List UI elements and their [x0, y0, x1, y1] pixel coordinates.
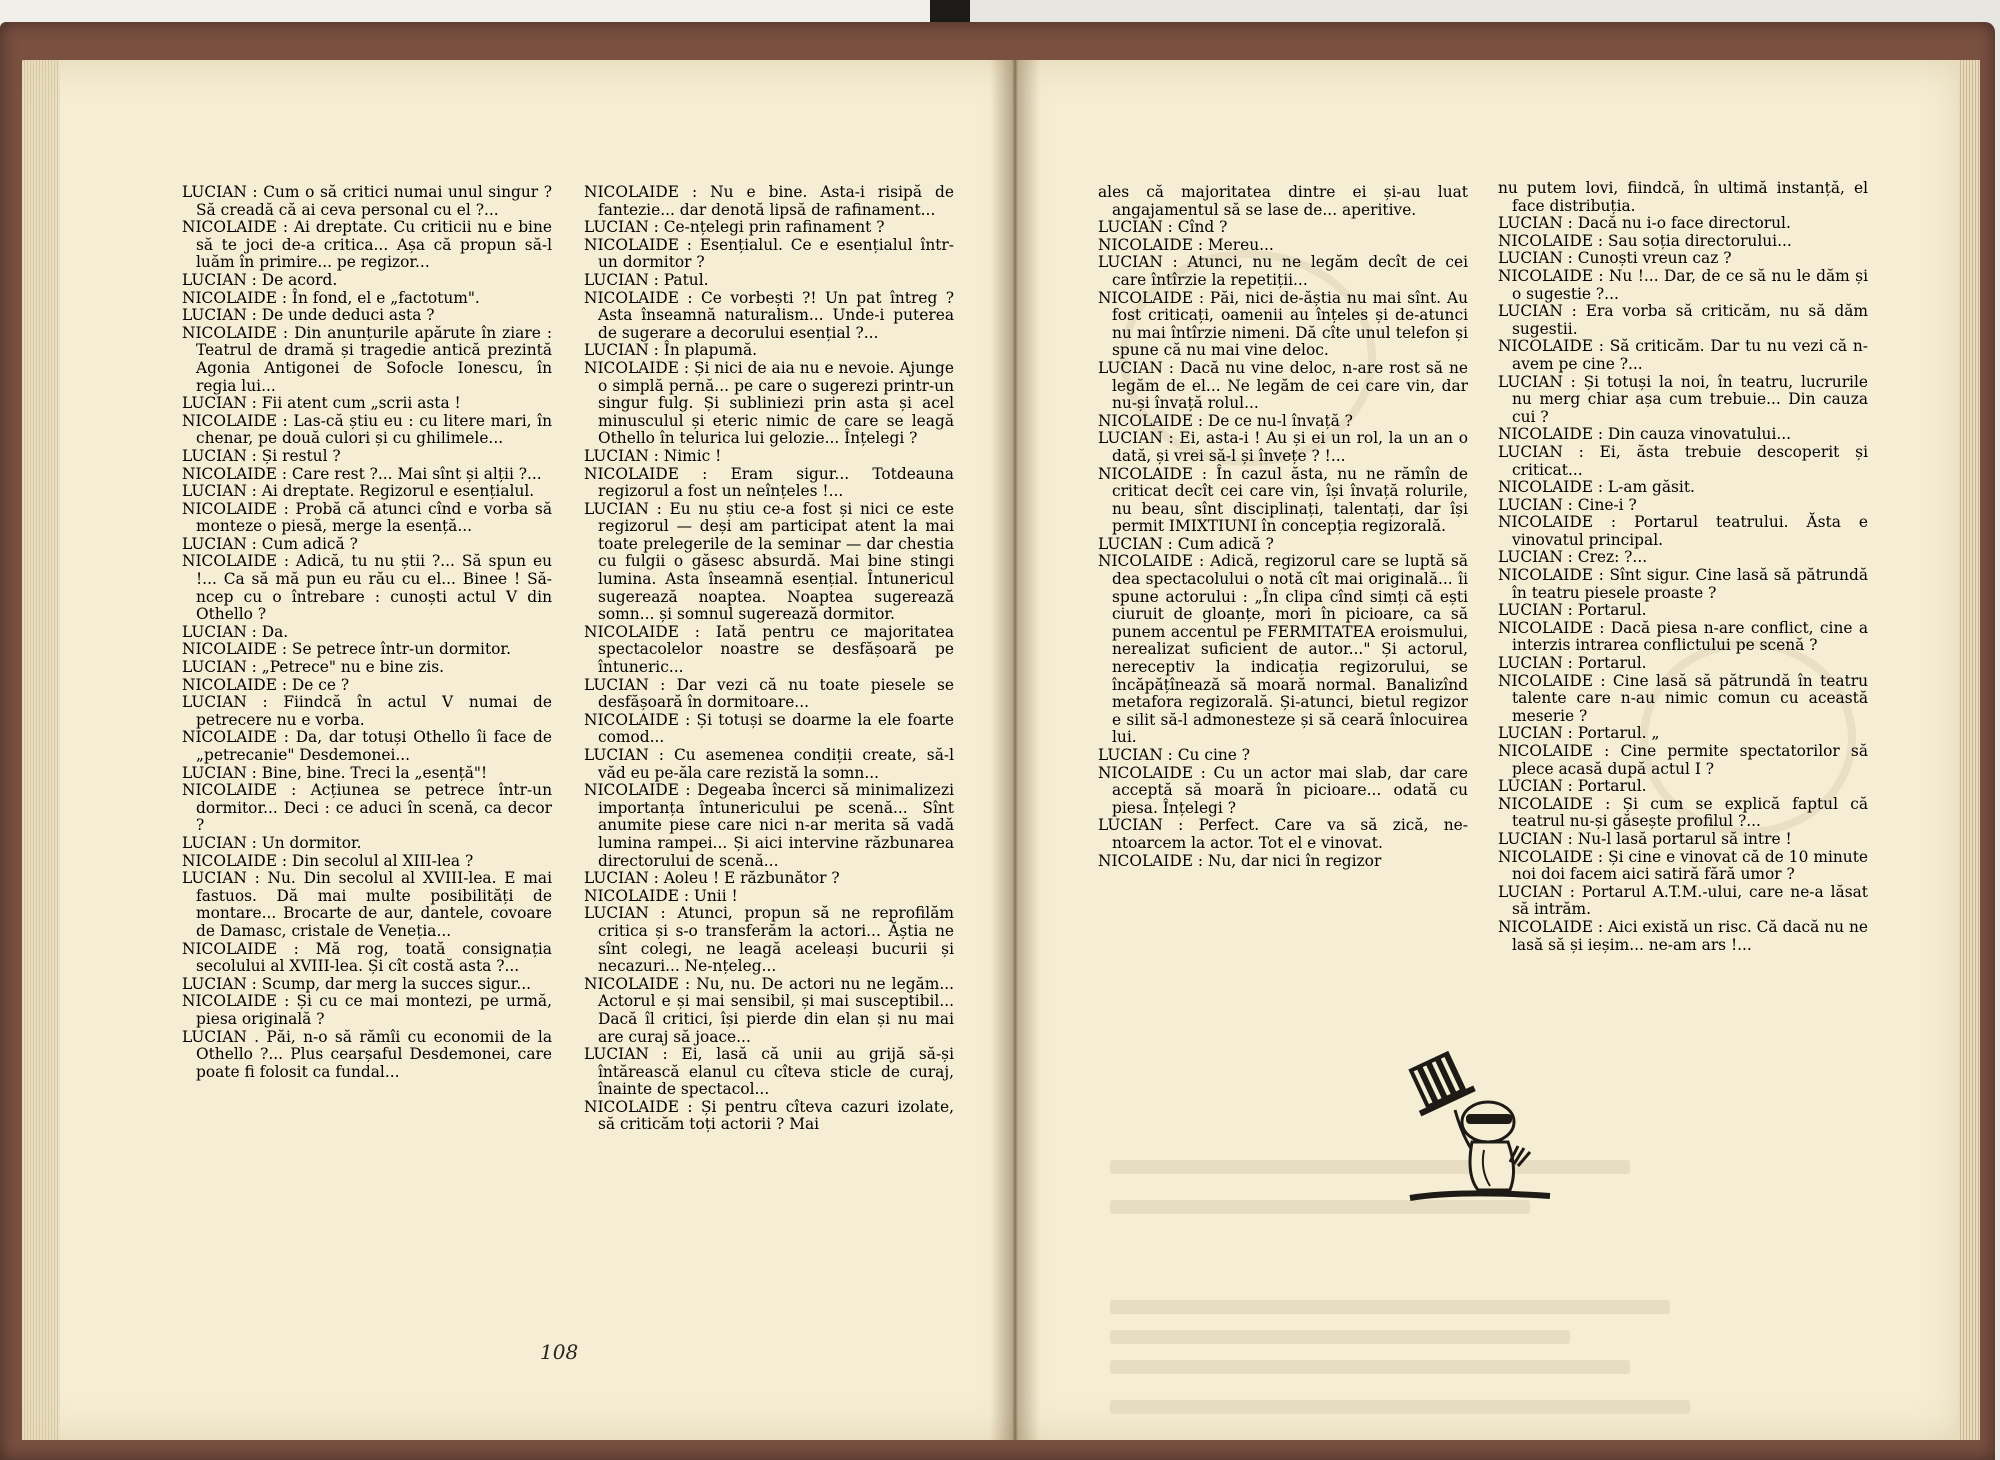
dialogue-line: NICOLAIDE : Cine permite spectatorilor să plece acasă după actul I ? [1498, 742, 1868, 778]
left-page-column-2 [584, 184, 954, 1134]
dialogue-line: LUCIAN : De unde deduci asta ? [182, 306, 435, 325]
dialogue-line: NICOLAIDE : Probă că atunci cînd e vorba să monteze o piesă, merge la esență... [182, 499, 552, 536]
dialogue-line: NICOLAIDE : Care rest ?... Mai sînt și alții ?... [182, 464, 542, 483]
dialogue-line: LUCIAN . Păi, n-o să rămîi cu economii de la Othello ?... Plus cearșaful Desdemonei, care poate fi folosit ca fundal... [182, 1027, 552, 1081]
dialogue-line: LUCIAN : Crez: ?... [1498, 548, 1648, 567]
dialogue-line: NICOLAIDE : Acțiunea se petrece într-un dormitor... Deci : ce aduci în scenă, ca decor ? [182, 781, 552, 835]
dialogue-line: LUCIAN : Dacă nu vine deloc, n-are rost să ne legăm de el... Ne legăm de cei care vin, dar nu-și învață rolul... [1098, 358, 1468, 413]
dialogue-line: LUCIAN : Cu cine ? [1098, 746, 1251, 764]
dialogue-line: LUCIAN : Patul. [584, 270, 709, 289]
dialogue-line: LUCIAN : Ei, lasă că unii au grijă să-și întărească elanul cu cîteva sticle de curaj, înainte de spectacol... [584, 1045, 954, 1099]
dialogue-line: NICOLAIDE : Și cu ce mai montezi, pe urmă, piesa originală ? [182, 992, 552, 1028]
dialogue-line: NICOLAIDE : Aici există un risc. Că dacă nu ne lasă să și ieșim... ne-am ars !... [1498, 917, 1868, 954]
dialogue-line: LUCIAN : „Petrece" nu e bine zis. [182, 658, 445, 677]
dialogue-line: NICOLAIDE : Eram sigur... Totdeauna regizorul a fost un neînțeles !... [584, 464, 954, 501]
dialogue-line: LUCIAN : Perfect. Care va să zică, ne-ntoarcem la actor. Tot el e vinovat. [1098, 816, 1468, 852]
dialogue-line: NICOLAIDE : Adică, regizorul care se luptă să dea spectacolului o notă cît mai originală... îi spune actorului : „În clipa cînd simți că ești ciuruit de gloanțe, mori în picioare, ca să punem accentul pe FERMITATEA eroismului, nerealizat suficient de autor..." Și actorul, nereceptiv la indicația regizorului, se încăpățînează să moară normal. Banalizînd metafora regizorală. Și-atunci, bietul regizor e silit să-l admonesteze și să ceară înlocuirea lui. [1098, 552, 1468, 747]
dialogue-line: LUCIAN : Nu. Din secolul al XVIII-lea. E mai fastuos. Dă mai multe posibilități de montare... Brocarte de aur, dantele, covoare de Damasc, cristale de Veneția... [182, 869, 552, 940]
dialogue-line: LUCIAN : Și totuși la noi, în teatru, lucrurile nu merg chiar așa cum trebuie... Din cauza cui ? [1498, 372, 1868, 426]
dialogue-line: NICOLAIDE : În cazul ăsta, nu ne rămîn de criticat decît cei care vin, își învață rolurile, nu beau, sînt disciplinați, talentați, dar își permit IMIXTIUNI în concepția regizorală. [1098, 464, 1468, 536]
dialogue-line: NICOLAIDE : Se petrece într-un dormitor. [182, 640, 511, 659]
dialogue-line: NICOLAIDE : Unii ! [584, 886, 738, 905]
show-through-line [1110, 1300, 1670, 1314]
dialogue-line: NICOLAIDE : Dacă piesa n-are conflict, cine a interzis intrarea conflictului pe scenă ? [1498, 618, 1868, 655]
dialogue-line: LUCIAN : Cum o să critici numai unul singur ? Să creadă că ai ceva personal cu el ?... [182, 183, 552, 219]
dialogue-line: LUCIAN : Aoleu ! E răzbunător ? [584, 869, 840, 888]
dialogue-line: LUCIAN : Fiindcă în actul V numai de petrecere nu e vorba. [182, 693, 552, 729]
dialogue-line: LUCIAN : Ei, asta-i ! Au și ei un rol, la un an o dată, și vrei să-l și învețe ? !... [1098, 429, 1468, 465]
dialogue-line: LUCIAN : Ce-nțelegi prin rafinament ? [584, 218, 885, 237]
dialogue-line: LUCIAN : Cînd ? [1098, 218, 1228, 237]
dialogue-line: NICOLAIDE : Sau soția directorului... [1498, 231, 1792, 250]
book-gutter [990, 60, 1040, 1440]
dialogue-line: LUCIAN : Și restul ? [182, 446, 341, 465]
dialogue-line: NICOLAIDE : Și cum se explică faptul că teatrul nu-și găsește profilul ?... [1498, 794, 1868, 831]
dialogue-line: LUCIAN : Atunci, propun să ne reprofilăm critica și s-o transferăm la actori... Ăștia ne sînt colegi, ne leagă aceleași bucurii și necazuri... Ne-nțeleg... [584, 904, 954, 976]
dialogue-line: NICOLAIDE : Portarul teatrului. Ăsta e vinovatul principal. [1498, 513, 1868, 549]
dialogue-line: LUCIAN : Cum adică ? [1098, 534, 1274, 553]
dialogue-line: LUCIAN : Dacă nu i-o face directorul. [1498, 214, 1791, 233]
dialogue-line: NICOLAIDE : Cine lasă să pătrundă în teatru talente care n-au nimic comun cu această meserie ? [1498, 671, 1868, 725]
dialogue-line: NICOLAIDE : Și pentru cîteva cazuri izolate, să criticăm toți actorii ? Mai [584, 1097, 954, 1134]
dialogue-line: NICOLAIDE : Nu !... Dar, de ce să nu le dăm și o sugestie ?... [1498, 266, 1868, 303]
dialogue-line: NICOLAIDE : Nu, nu. De actori nu ne legăm... Actorul e și mai sensibil, și mai susceptibil... Dacă îl critici, își pierde din elan și nu mai are curaj să joace... [584, 974, 954, 1046]
right-page-edges [1958, 60, 1980, 1440]
cartoon-illustration [1400, 1050, 1560, 1210]
dialogue-line: LUCIAN : În plapumă. [584, 341, 758, 360]
dialogue-line: LUCIAN : Nu-l lasă portarul să intre ! [1498, 829, 1792, 848]
dialogue-line: NICOLAIDE : Cu un actor mai slab, dar care acceptă să moară în picioare... odată cu piesa. Înțelegi ? [1098, 763, 1468, 817]
dialogue-line: nu putem lovi, fiindcă, în ultimă instanță, el face distribuția. [1498, 179, 1868, 215]
dialogue-line: NICOLAIDE : Las-că știu eu : cu litere mari, în chenar, pe două culori și cu ghilimele... [182, 411, 552, 448]
dialogue-line: NICOLAIDE : Nu, dar nici în regizor [1098, 851, 1382, 870]
dialogue-line: NICOLAIDE : Din cauza vinovatului... [1498, 425, 1792, 444]
dialogue-line: NICOLAIDE : Da, dar totuși Othello îi face de „petrecanie" Desdemonei... [182, 728, 552, 764]
dialogue-line: ales că majoritatea dintre ei și-au luat angajamentul să se lase de... aperitive. [1098, 183, 1468, 219]
dialogue-line: LUCIAN : Scump, dar merg la succes sigur... [182, 974, 532, 993]
dialogue-line: LUCIAN : Ai dreptate. Regizorul e esențialul. [182, 482, 535, 501]
page-number: 108 [540, 1340, 579, 1364]
dialogue-line: LUCIAN : Nimic ! [584, 446, 722, 465]
dialogue-line: NICOLAIDE : În fond, el e „factotum". [182, 288, 480, 307]
dialogue-line: NICOLAIDE : Degeaba încerci să minimalizezi importanța întunericului pe scenă... Sînt anumite piese care nici n-ar merita să vadă lumina rampei... Și aici intervine răzbunarea directorului de scenă... [584, 781, 954, 870]
dialogue-line: NICOLAIDE : Ai dreptate. Cu criticii nu e bine să te joci de-a critica... Așa că propun să-l luăm în primire... pe regizor... [182, 218, 552, 272]
dialogue-line: LUCIAN : Portarul. [1498, 654, 1647, 673]
dialogue-line: LUCIAN : Ei, ăsta trebuie descoperit și criticat... [1498, 442, 1868, 479]
dialogue-line: LUCIAN : Eu nu știu ce-a fost și nici ce este regizorul — deși am participat atent la mai toate prelegerile de la seminar — dar chestia cu fulgii o găsesc absurdă. Mai bine stingi lumina. Asta înseamnă esențial. Întunericul sugerează noaptea. Noaptea sugerează somn... și somnul sugerează dormitor. [584, 499, 954, 624]
dialogue-line: NICOLAIDE : Să criticăm. Dar tu nu vezi că n-avem pe cine ?... [1498, 337, 1868, 373]
left-page-column-1 [182, 184, 552, 1081]
dialogue-line: NICOLAIDE : Din anunțurile apărute în ziare : Teatrul de dramă și tragedie antică prezintă Agonia Antigonei de Sofocle Ionescu, în regia lui... [182, 323, 552, 395]
dialogue-line: NICOLAIDE : Din secolul al XIII-lea ? [182, 851, 474, 870]
dialogue-line: NICOLAIDE : De ce ? [182, 675, 350, 694]
dialogue-line: LUCIAN : Portarul. „ [1498, 724, 1660, 743]
left-page-edges [22, 60, 60, 1440]
dialogue-line: LUCIAN : Portarul A.T.M.-ului, care ne-a lăsat să intrăm. [1498, 882, 1868, 919]
dialogue-line: NICOLAIDE : L-am găsit. [1498, 478, 1695, 497]
dialogue-line: NICOLAIDE : Mă rog, toată consignația secolului al XVIII-lea. Și cît costă asta ?... [182, 939, 552, 976]
dialogue-line: NICOLAIDE : Adică, tu nu știi ?... Să spun eu !... Ca să mă pun eu rău cu el... Binee ! Să-ncep cu o întrebare : cunoști actul V din Othello ? [182, 552, 552, 624]
dialogue-line: LUCIAN : Bine, bine. Treci la „esență"! [182, 763, 488, 782]
dialogue-line: NICOLAIDE : Esențialul. Ce e esențialul într-un dormitor ? [584, 235, 954, 272]
dialogue-line: LUCIAN : Atunci, nu ne legăm decît de cei care întîrzie la repetiții... [1098, 253, 1468, 289]
dialogue-line: LUCIAN : Cu asemenea condiții create, să-l văd eu pe-ăla care rezistă la somn... [584, 746, 954, 782]
dialogue-line: LUCIAN : Dar vezi că nu toate piesele se desfășoară în dormitoare... [584, 675, 954, 712]
dialogue-line: NICOLAIDE : Și nici de aia nu e nevoie. Ajunge o simplă pernă... pe care o sugerezi printr-un singur fulg. Și subliniezi prin asta și acel minusculul și eteric nimic de care se leagă Othello în telurica lui gelozie... Înțelegi ? [584, 358, 954, 448]
dialogue-line: LUCIAN : Da. [182, 622, 289, 641]
right-page-column-1 [1098, 184, 1468, 870]
dialogue-line: LUCIAN : Portarul. [1498, 601, 1647, 620]
dialogue-line: LUCIAN : Era vorba să criticăm, nu să dăm sugestii. [1498, 302, 1868, 338]
dialogue-line: LUCIAN : Un dormitor. [182, 833, 362, 852]
dialogue-line: LUCIAN : De acord. [182, 270, 338, 289]
dialogue-line: NICOLAIDE : Mereu... [1098, 235, 1274, 254]
dialogue-line: LUCIAN : Portarul. [1498, 777, 1647, 796]
dialogue-line: LUCIAN : Cine-i ? [1498, 495, 1637, 514]
show-through-line [1110, 1360, 1630, 1374]
dialogue-line: LUCIAN : Cunoști vreun caz ? [1498, 249, 1732, 268]
dialogue-line: NICOLAIDE : De ce nu-l învață ? [1098, 411, 1353, 430]
show-through-line [1110, 1400, 1690, 1414]
show-through-line [1110, 1330, 1570, 1344]
dialogue-line: NICOLAIDE : Păi, nici de-ăștia nu mai sînt. Au fost criticați, oamenii au înțeles și de-atunci nu mai întîrzie nimeni. Dă cîte unul telefon și spune că nu mai vine deloc. [1098, 288, 1468, 360]
dialogue-line: NICOLAIDE : Iată pentru ce majoritatea spectacolelor noastre se desfășoară pe întuneric... [584, 622, 954, 677]
dialogue-line: NICOLAIDE : Nu e bine. Asta-i risipă de fantezie... dar denotă lipsă de rafinament... [584, 183, 954, 219]
dialogue-line: LUCIAN : Cum adică ? [182, 534, 358, 553]
dialogue-line: NICOLAIDE : Și cine e vinovat că de 10 minute noi doi facem aici satiră fără umor ? [1498, 847, 1868, 884]
dialogue-line: NICOLAIDE : Și totuși se doarme la ele foarte comod... [584, 710, 954, 747]
dialogue-line: LUCIAN : Fii atent cum „scrii asta ! [182, 394, 461, 413]
dialogue-line: NICOLAIDE : Sînt sigur. Cine lasă să pătrundă în teatru piesele proaste ? [1498, 566, 1868, 602]
right-page-column-2 [1498, 180, 1868, 954]
dialogue-line: NICOLAIDE : Ce vorbești ?! Un pat întreg ? Asta înseamnă naturalism... Unde-i puterea de sugerare a decorului esențial ?... [584, 288, 954, 342]
